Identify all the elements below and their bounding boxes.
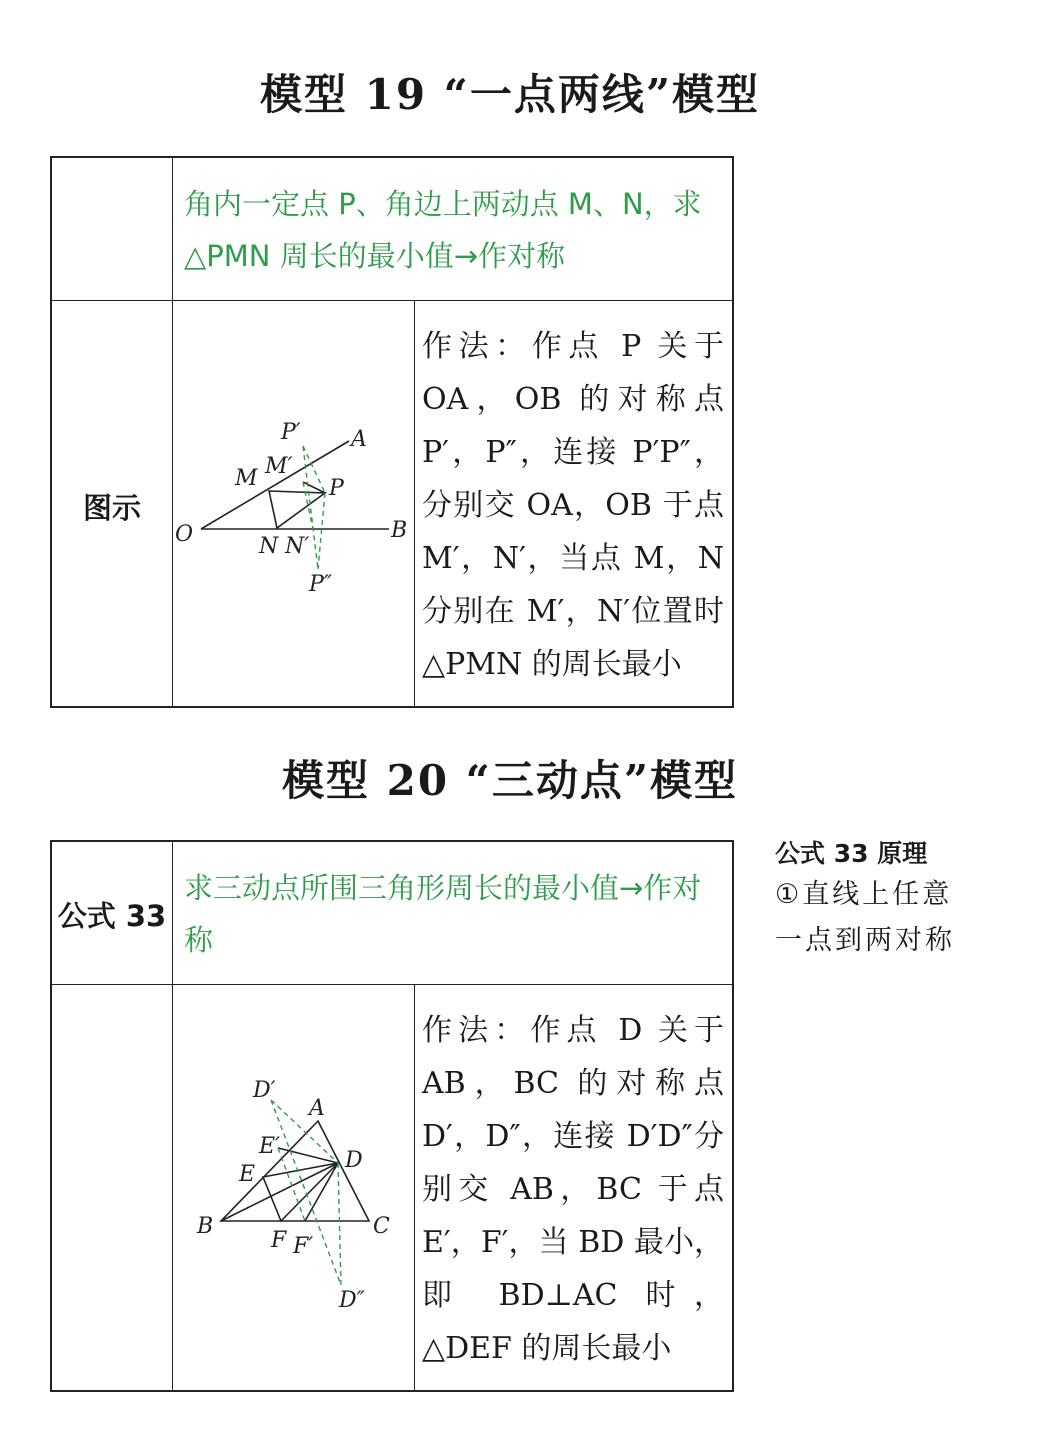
label-E: E: [239, 1162, 256, 1187]
label-D2: D″: [339, 1288, 365, 1313]
label-P: P: [329, 476, 344, 501]
label-A: A: [351, 427, 367, 452]
label-N: N: [259, 534, 279, 559]
label-B: B: [197, 1214, 214, 1239]
model20-row1-label: 公式 33: [57, 899, 167, 933]
model19-statement: 角内一定点 P、角边上两动点 M、N，求△PMN 周长的最小值→作对称: [184, 187, 702, 273]
label-B: B: [391, 518, 408, 543]
sidebar-note: [775, 836, 980, 964]
model20-table: [50, 840, 734, 1392]
label-P1: P′: [281, 420, 301, 445]
label-P2: P″: [309, 572, 333, 597]
figure-divider: [414, 300, 415, 706]
figure-divider: [414, 984, 415, 1390]
label-F: F: [271, 1228, 287, 1253]
model20-method: 作法：作点 D 关于 AB，BC 的对称点 D′，D″，连接 D′D″分别交 AB，BC 于点 E′，F′，当 BD 最小，即 BD⊥AC 时，△DEF 的周长最小: [422, 1013, 724, 1366]
model20-statement: 求三动点所围三角形周长的最小值→作对称: [184, 871, 702, 957]
label-C: C: [373, 1214, 390, 1239]
label-A: A: [309, 1096, 325, 1121]
model20-figure: [173, 985, 413, 1390]
label-M: M: [235, 466, 258, 491]
label-M1: M′: [265, 454, 293, 479]
label-E1: E′: [259, 1134, 281, 1159]
label-O: O: [175, 522, 194, 547]
model19-row2-label: 图示: [82, 491, 141, 525]
label-D: D: [345, 1148, 363, 1173]
model19-title: 模型 19 “一点两线”模型: [259, 70, 760, 119]
label-N1: N′: [285, 534, 310, 559]
model20-title: 模型 20 “三动点”模型: [281, 756, 738, 805]
sidebar-text: ①直线上任意一点到两对称: [775, 879, 955, 956]
model19-figure: [173, 301, 413, 706]
model19-method: 作法：作点 P 关于 OA，OB 的对称点 P′，P″，连接 P′P″，分别交 OA，OB 于点 M′，N′，当点 M，N 分别在 M′，N′位置时△PMN 的周长最小: [422, 329, 724, 682]
label-D1: D′: [253, 1078, 276, 1103]
model19-table: [50, 156, 734, 708]
label-F1: F′: [293, 1234, 314, 1259]
sidebar-heading: 公式 33 原理: [775, 839, 928, 868]
